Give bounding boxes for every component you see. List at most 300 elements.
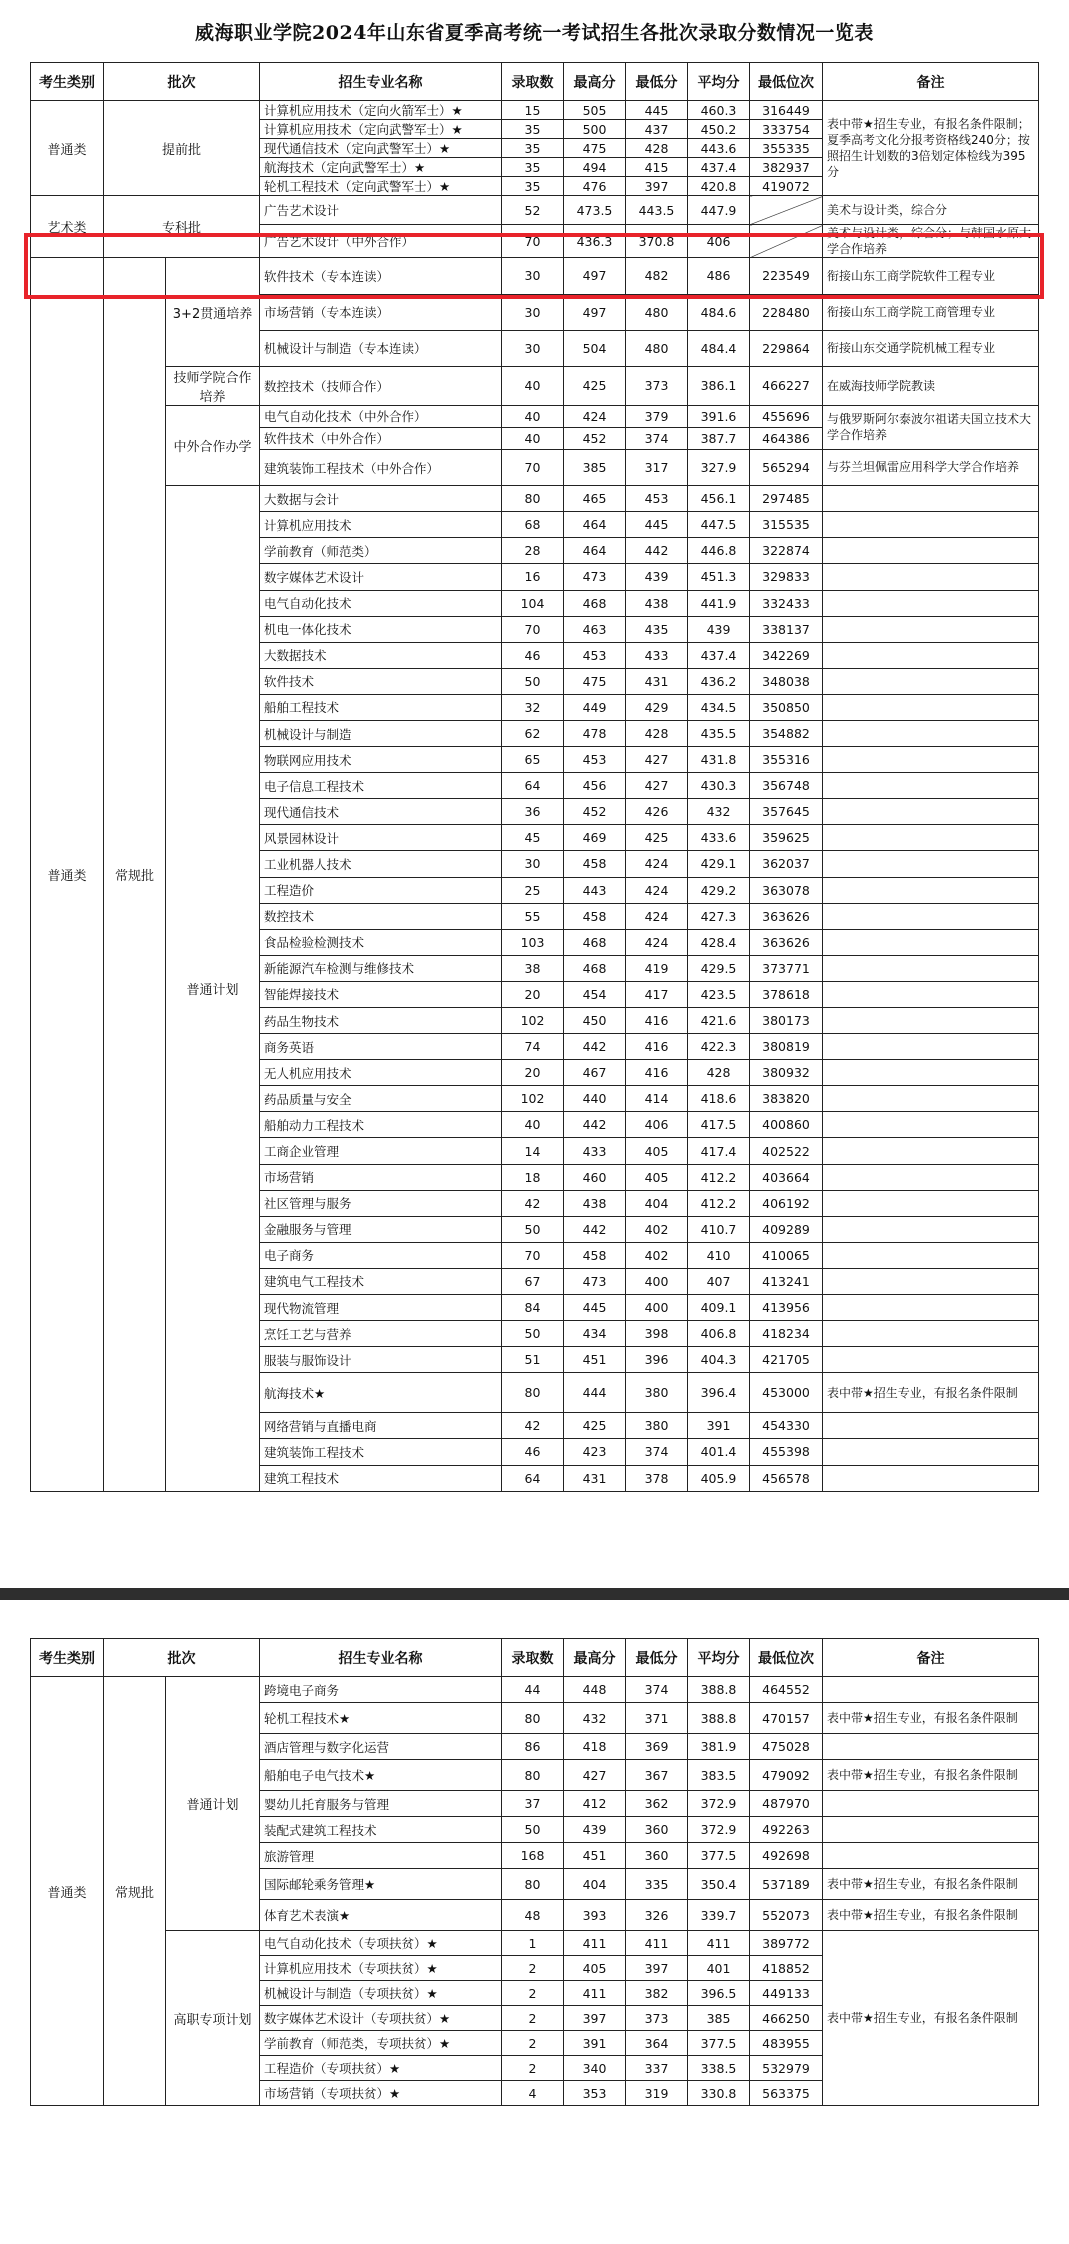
max-score: 438: [564, 1190, 626, 1216]
note-cell: [823, 1060, 1039, 1086]
admit-count: 2: [502, 2031, 564, 2056]
min-rank: 400860: [750, 1112, 823, 1138]
min-score: 411: [626, 1931, 688, 1956]
note-cell: [823, 1242, 1039, 1268]
avg-score: 396.5: [688, 1981, 750, 2006]
admit-count: 35: [502, 158, 564, 177]
max-score: 505: [564, 101, 626, 120]
min-score: 362: [626, 1791, 688, 1817]
min-rank: 362037: [750, 851, 823, 877]
note-cell: [823, 1268, 1039, 1294]
major-name: 建筑装饰工程技术（中外合作）: [260, 449, 502, 485]
admit-count: 80: [502, 1760, 564, 1791]
note-cell: [823, 1190, 1039, 1216]
admit-count: 25: [502, 877, 564, 903]
header-batch: 批次: [104, 63, 260, 101]
min-score: 397: [626, 1956, 688, 1981]
min-rank: 315535: [750, 512, 823, 538]
min-score: 367: [626, 1760, 688, 1791]
min-rank: 418234: [750, 1321, 823, 1347]
note-cell: [823, 929, 1039, 955]
note-cell: 衔接山东工商学院工商管理专业: [823, 294, 1039, 330]
avg-score: 417.5: [688, 1112, 750, 1138]
header-count: 录取数: [502, 1639, 564, 1677]
admit-count: 16: [502, 564, 564, 590]
max-score: 425: [564, 1413, 626, 1439]
major-name: 学前教育（师范类）: [260, 538, 502, 564]
note-cell: [823, 955, 1039, 981]
max-score: 464: [564, 512, 626, 538]
max-score: 494: [564, 158, 626, 177]
min-score: 443.5: [626, 196, 688, 225]
avg-score: 412.2: [688, 1164, 750, 1190]
max-score: 454: [564, 981, 626, 1007]
admit-count: 15: [502, 101, 564, 120]
max-score: 411: [564, 1981, 626, 2006]
min-rank: 470157: [750, 1703, 823, 1734]
min-rank: 329833: [750, 564, 823, 590]
max-score: 458: [564, 1242, 626, 1268]
avg-score: 381.9: [688, 1734, 750, 1760]
min-score: 396: [626, 1347, 688, 1373]
category-cell: 普通类: [31, 1677, 104, 2106]
min-score: 405: [626, 1164, 688, 1190]
min-score: 417: [626, 981, 688, 1007]
sub-plan-cell: 技师学院合作培养: [166, 366, 260, 405]
min-score: 400: [626, 1295, 688, 1321]
admit-count: 74: [502, 1034, 564, 1060]
major-name: 金融服务与管理: [260, 1216, 502, 1242]
major-name: 计算机应用技术（定向火箭军士）★: [260, 101, 502, 120]
sub-plan-cell: 高职专项计划: [166, 1931, 260, 2106]
min-score: 429: [626, 694, 688, 720]
max-score: 504: [564, 330, 626, 366]
min-score: 428: [626, 139, 688, 158]
admit-count: 80: [502, 1869, 564, 1900]
max-score: 353: [564, 2081, 626, 2106]
min-score: 374: [626, 427, 688, 449]
max-score: 500: [564, 120, 626, 139]
min-score: 319: [626, 2081, 688, 2106]
min-rank: 409289: [750, 1216, 823, 1242]
max-score: 469: [564, 825, 626, 851]
major-name: 服装与服饰设计: [260, 1347, 502, 1373]
note-cell: [823, 1086, 1039, 1112]
admit-count: 14: [502, 1138, 564, 1164]
min-rank: 357645: [750, 799, 823, 825]
avg-score: 391.6: [688, 405, 750, 427]
admit-count: 30: [502, 294, 564, 330]
max-score: 442: [564, 1216, 626, 1242]
max-score: 445: [564, 1295, 626, 1321]
min-score: 360: [626, 1817, 688, 1843]
note-cell: 表中带★招生专业，有报名条件限制: [823, 1931, 1039, 2106]
major-name: 药品质量与安全: [260, 1086, 502, 1112]
note-cell: [823, 825, 1039, 851]
min-rank: 483955: [750, 2031, 823, 2056]
max-score: 451: [564, 1843, 626, 1869]
max-score: 411: [564, 1931, 626, 1956]
note-cell: [823, 668, 1039, 694]
min-rank: 552073: [750, 1900, 823, 1931]
header-min: 最低分: [626, 63, 688, 101]
avg-score: 350.4: [688, 1869, 750, 1900]
min-score: 480: [626, 294, 688, 330]
min-rank: 487970: [750, 1791, 823, 1817]
min-score: 400: [626, 1268, 688, 1294]
min-rank: 453000: [750, 1373, 823, 1413]
avg-score: 401.4: [688, 1439, 750, 1465]
note-cell: [823, 1138, 1039, 1164]
note-cell: 美术与设计类，综合分；与韩国水原大学合作培养: [823, 225, 1039, 258]
note-cell: [823, 538, 1039, 564]
min-rank: [750, 196, 823, 225]
admit-count: 70: [502, 225, 564, 258]
major-name: 智能焊接技术: [260, 981, 502, 1007]
major-name: 现代通信技术（定向武警军士）★: [260, 139, 502, 158]
batch-cell: 提前批: [104, 101, 260, 196]
avg-score: 372.9: [688, 1817, 750, 1843]
avg-score: 484.4: [688, 330, 750, 366]
min-score: 374: [626, 1677, 688, 1703]
admission-table-2: [30, 1638, 1039, 2106]
admit-count: 30: [502, 258, 564, 294]
major-name: 体育艺术表演★: [260, 1900, 502, 1931]
major-name: 工商企业管理: [260, 1138, 502, 1164]
admit-count: 35: [502, 139, 564, 158]
min-score: 416: [626, 1034, 688, 1060]
max-score: 465: [564, 486, 626, 512]
min-rank: 342269: [750, 642, 823, 668]
avg-score: 387.7: [688, 427, 750, 449]
major-name: 电气自动化技术: [260, 590, 502, 616]
header-category: 考生类别: [31, 63, 104, 101]
admit-count: 80: [502, 1373, 564, 1413]
min-rank: 363626: [750, 903, 823, 929]
min-score: 406: [626, 1112, 688, 1138]
major-name: 广告艺术设计（中外合作）: [260, 225, 502, 258]
min-rank: 532979: [750, 2056, 823, 2081]
note-cell: [823, 694, 1039, 720]
table-row: [31, 196, 1039, 225]
min-rank: 378618: [750, 981, 823, 1007]
avg-score: 432: [688, 799, 750, 825]
note-cell: [823, 590, 1039, 616]
max-score: 412: [564, 1791, 626, 1817]
sub-plan-cell: 普通计划: [166, 486, 260, 1491]
avg-score: 327.9: [688, 449, 750, 485]
max-score: 431: [564, 1465, 626, 1491]
note-cell: [823, 1439, 1039, 1465]
min-rank: 363626: [750, 929, 823, 955]
admit-count: 80: [502, 486, 564, 512]
note-cell: 衔接山东交通学院机械工程专业: [823, 330, 1039, 366]
avg-score: 433.6: [688, 825, 750, 851]
max-score: 434: [564, 1321, 626, 1347]
min-score: 416: [626, 1008, 688, 1034]
min-score: 435: [626, 616, 688, 642]
min-rank: 229864: [750, 330, 823, 366]
admit-count: 48: [502, 1900, 564, 1931]
avg-score: 388.8: [688, 1677, 750, 1703]
min-score: 379: [626, 405, 688, 427]
header-avg: 平均分: [688, 1639, 750, 1677]
admit-count: 38: [502, 955, 564, 981]
sub-plan-cell: 普通计划: [166, 1677, 260, 1931]
min-score: 380: [626, 1373, 688, 1413]
avg-score: 446.8: [688, 538, 750, 564]
header-max: 最高分: [564, 1639, 626, 1677]
avg-score: 391: [688, 1413, 750, 1439]
admit-count: 80: [502, 1703, 564, 1734]
major-name: 社区管理与服务: [260, 1190, 502, 1216]
min-score: 445: [626, 512, 688, 538]
page-title: 威海职业学院2024年山东省夏季高考统一考试招生各批次录取分数情况一览表: [195, 22, 874, 44]
header-note: 备注: [823, 1639, 1039, 1677]
avg-score: 421.6: [688, 1008, 750, 1034]
note-cell: [823, 512, 1039, 538]
sub-plan-cell: 3+2贯通培养: [166, 258, 260, 367]
min-score: 437: [626, 120, 688, 139]
min-score: 370.8: [626, 225, 688, 258]
min-score: 424: [626, 903, 688, 929]
max-score: 473: [564, 1268, 626, 1294]
note-cell: [823, 642, 1039, 668]
min-score: 317: [626, 449, 688, 485]
admit-count: 62: [502, 720, 564, 746]
note-cell: 表中带★招生专业，有报名条件限制: [823, 1869, 1039, 1900]
avg-score: 407: [688, 1268, 750, 1294]
min-rank: 479092: [750, 1760, 823, 1791]
min-rank: 454330: [750, 1413, 823, 1439]
admit-count: 70: [502, 1242, 564, 1268]
note-cell: [823, 1034, 1039, 1060]
admit-count: 64: [502, 773, 564, 799]
header-count: 录取数: [502, 63, 564, 101]
min-rank: 475028: [750, 1734, 823, 1760]
avg-score: 406: [688, 225, 750, 258]
max-score: 497: [564, 258, 626, 294]
min-rank: 380932: [750, 1060, 823, 1086]
major-name: 旅游管理: [260, 1843, 502, 1869]
note-cell: [823, 747, 1039, 773]
major-name: 工程造价（专项扶贫）★: [260, 2056, 502, 2081]
max-score: 440: [564, 1086, 626, 1112]
max-score: 468: [564, 590, 626, 616]
min-score: 445: [626, 101, 688, 120]
admit-count: 65: [502, 747, 564, 773]
min-rank: 359625: [750, 825, 823, 851]
note-cell: [823, 1465, 1039, 1491]
note-cell: [823, 1347, 1039, 1373]
min-rank: 406192: [750, 1190, 823, 1216]
admit-count: 67: [502, 1268, 564, 1294]
admit-count: 50: [502, 1817, 564, 1843]
major-name: 数控技术: [260, 903, 502, 929]
min-rank: 297485: [750, 486, 823, 512]
avg-score: 450.2: [688, 120, 750, 139]
max-score: 473.5: [564, 196, 626, 225]
major-name: 机械设计与制造（专项扶贫）★: [260, 1981, 502, 2006]
major-name: 电气自动化技术（专项扶贫）★: [260, 1931, 502, 1956]
major-name: 软件技术: [260, 668, 502, 694]
major-name: 市场营销（专项扶贫）★: [260, 2081, 502, 2106]
min-rank: 492698: [750, 1843, 823, 1869]
avg-score: 372.9: [688, 1791, 750, 1817]
max-score: 405: [564, 1956, 626, 1981]
max-score: 427: [564, 1760, 626, 1791]
min-score: 426: [626, 799, 688, 825]
min-rank: 410065: [750, 1242, 823, 1268]
admit-count: 46: [502, 642, 564, 668]
major-name: 建筑工程技术: [260, 1465, 502, 1491]
max-score: 475: [564, 139, 626, 158]
min-rank: 354882: [750, 720, 823, 746]
note-cell: 表中带★招生专业，有报名条件限制: [823, 1703, 1039, 1734]
min-rank: 421705: [750, 1347, 823, 1373]
min-rank: 382937: [750, 158, 823, 177]
min-rank: 363078: [750, 877, 823, 903]
avg-score: 436.2: [688, 668, 750, 694]
min-score: 397: [626, 177, 688, 196]
min-score: 380: [626, 1413, 688, 1439]
max-score: 423: [564, 1439, 626, 1465]
min-score: 428: [626, 720, 688, 746]
min-rank: 356748: [750, 773, 823, 799]
admit-count: 37: [502, 1791, 564, 1817]
major-name: 学前教育（师范类，专项扶贫）★: [260, 2031, 502, 2056]
admit-count: 42: [502, 1190, 564, 1216]
avg-score: 460.3: [688, 101, 750, 120]
major-name: 新能源汽车检测与维修技术: [260, 955, 502, 981]
max-score: 393: [564, 1900, 626, 1931]
major-name: 大数据技术: [260, 642, 502, 668]
note-cell: [823, 486, 1039, 512]
admit-count: 70: [502, 616, 564, 642]
note-cell: 与芬兰坦佩雷应用科学大学合作培养: [823, 449, 1039, 485]
header-row: [31, 1639, 1039, 1677]
max-score: 456: [564, 773, 626, 799]
avg-score: 431.8: [688, 747, 750, 773]
min-rank: 355335: [750, 139, 823, 158]
header-min: 最低分: [626, 1639, 688, 1677]
major-name: 风景园林设计: [260, 825, 502, 851]
avg-score: 417.4: [688, 1138, 750, 1164]
min-rank: 419072: [750, 177, 823, 196]
min-rank: 565294: [750, 449, 823, 485]
avg-score: 377.5: [688, 1843, 750, 1869]
category-cell: 艺术类: [31, 196, 104, 258]
major-name: 食品检验检测技术: [260, 929, 502, 955]
major-name: 轮机工程技术★: [260, 1703, 502, 1734]
min-rank: 413956: [750, 1295, 823, 1321]
max-score: 424: [564, 405, 626, 427]
min-rank: 456578: [750, 1465, 823, 1491]
major-name: 计算机应用技术（专项扶贫）★: [260, 1956, 502, 1981]
major-name: 机械设计与制造: [260, 720, 502, 746]
table-row: [31, 1931, 1039, 1956]
header-row: [31, 63, 1039, 101]
min-rank: 332433: [750, 590, 823, 616]
avg-score: 439: [688, 616, 750, 642]
max-score: 478: [564, 720, 626, 746]
min-score: 398: [626, 1321, 688, 1347]
admit-count: 2: [502, 2006, 564, 2031]
major-name: 数字媒体艺术设计: [260, 564, 502, 590]
major-name: 婴幼儿托育服务与管理: [260, 1791, 502, 1817]
avg-score: 441.9: [688, 590, 750, 616]
min-rank: 389772: [750, 1931, 823, 1956]
avg-score: 435.5: [688, 720, 750, 746]
admit-count: 35: [502, 177, 564, 196]
avg-score: 411: [688, 1931, 750, 1956]
avg-score: 427.3: [688, 903, 750, 929]
major-name: 市场营销（专本连读）: [260, 294, 502, 330]
major-name: 机械设计与制造（专本连读）: [260, 330, 502, 366]
min-rank: 464552: [750, 1677, 823, 1703]
note-cell: [823, 981, 1039, 1007]
max-score: 451: [564, 1347, 626, 1373]
min-rank: 466250: [750, 2006, 823, 2031]
note-cell: [823, 1112, 1039, 1138]
min-score: 438: [626, 590, 688, 616]
max-score: 458: [564, 851, 626, 877]
note-cell: [823, 799, 1039, 825]
max-score: 453: [564, 747, 626, 773]
admit-count: 28: [502, 538, 564, 564]
table-row: [31, 258, 1039, 294]
avg-score: 401: [688, 1956, 750, 1981]
note-cell: [823, 720, 1039, 746]
major-name: 烹饪工艺与营养: [260, 1321, 502, 1347]
admit-count: 64: [502, 1465, 564, 1491]
avg-score: 409.1: [688, 1295, 750, 1321]
major-name: 计算机应用技术（定向武警军士）★: [260, 120, 502, 139]
min-score: 337: [626, 2056, 688, 2081]
major-name: 大数据与会计: [260, 486, 502, 512]
avg-score: 451.3: [688, 564, 750, 590]
avg-score: 386.1: [688, 366, 750, 405]
min-rank: 492263: [750, 1817, 823, 1843]
note-cell: [823, 1791, 1039, 1817]
avg-score: 428: [688, 1060, 750, 1086]
major-name: 商务英语: [260, 1034, 502, 1060]
note-cell: 表中带★招生专业，有报名条件限制: [823, 1373, 1039, 1413]
min-rank: 403664: [750, 1164, 823, 1190]
min-score: 404: [626, 1190, 688, 1216]
note-cell: [823, 903, 1039, 929]
max-score: 340: [564, 2056, 626, 2081]
min-rank: 373771: [750, 955, 823, 981]
admit-count: 36: [502, 799, 564, 825]
min-score: 427: [626, 747, 688, 773]
min-score: 371: [626, 1703, 688, 1734]
min-score: 364: [626, 2031, 688, 2056]
admit-count: 2: [502, 2056, 564, 2081]
note-cell: [823, 1734, 1039, 1760]
min-rank: 223549: [750, 258, 823, 294]
min-rank: 348038: [750, 668, 823, 694]
admit-count: 40: [502, 427, 564, 449]
admit-count: 40: [502, 1112, 564, 1138]
admit-count: 2: [502, 1981, 564, 2006]
note-cell: 在威海技师学院教读: [823, 366, 1039, 405]
major-name: 工业机器人技术: [260, 851, 502, 877]
major-name: 电气自动化技术（中外合作）: [260, 405, 502, 427]
min-rank: 355316: [750, 747, 823, 773]
note-cell: [823, 616, 1039, 642]
min-rank: 455696: [750, 405, 823, 427]
